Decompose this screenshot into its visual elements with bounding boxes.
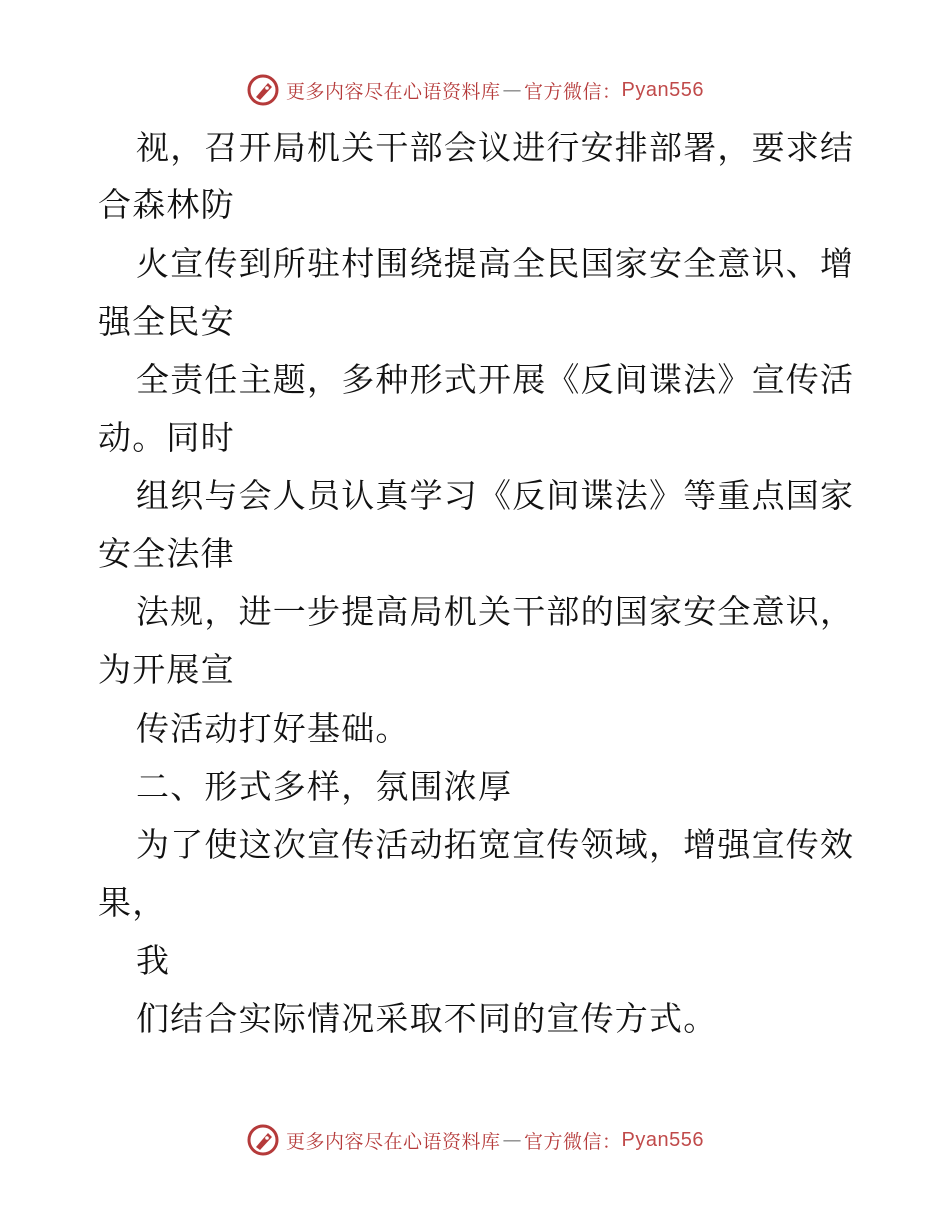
body-line: 全责任主题，多种形式开展《反间谍法》宣传活 [136,360,855,399]
body-line: 果， [98,883,167,922]
footer-watermark [0,1120,950,1160]
body-line: 强全民安 [98,302,235,341]
watermark-separator: — [502,1129,523,1151]
body-line: 为了使这次宣传活动拓宽宣传领域，增强宣传效 [136,825,855,864]
body-line: 们结合实际情况采取不同的宣传方式。 [136,999,718,1038]
watermark-wechat-label: 官方微信： [524,1130,622,1153]
watermark-site-text: 更多内容尽在心语资料库 [286,80,501,103]
body-line: 视，召开局机关干部会议进行安排部署，要求结 [136,128,855,167]
watermark-wechat-label: 官方微信： [524,80,622,103]
watermark-separator: — [502,79,523,101]
body-line: 传活动打好基础。 [136,709,410,748]
body-line: 组织与会人员认真学习《反间谍法》等重点国家 [136,476,855,515]
body-line: 安全法律 [98,534,235,573]
watermark-handle: Pyan556 [621,1128,704,1151]
body-line: 合森林防 [98,185,235,224]
watermark-site-text: 更多内容尽在心语资料库 [286,1130,501,1153]
section-heading: 二、形式多样，氛围浓厚 [136,767,513,806]
body-line: 我 [136,941,171,980]
body-line: 法规，进一步提高局机关干部的国家安全意识， [136,592,855,631]
pen-nib-logo-icon [246,73,280,107]
pen-nib-logo-icon [246,1123,280,1157]
header-watermark [0,70,950,110]
body-line: 动。同时 [98,418,235,457]
body-line: 为开展宣 [98,650,235,689]
body-line: 火宣传到所驻村围绕提高全民国家安全意识、增 [136,244,855,283]
watermark-handle: Pyan556 [621,78,704,101]
